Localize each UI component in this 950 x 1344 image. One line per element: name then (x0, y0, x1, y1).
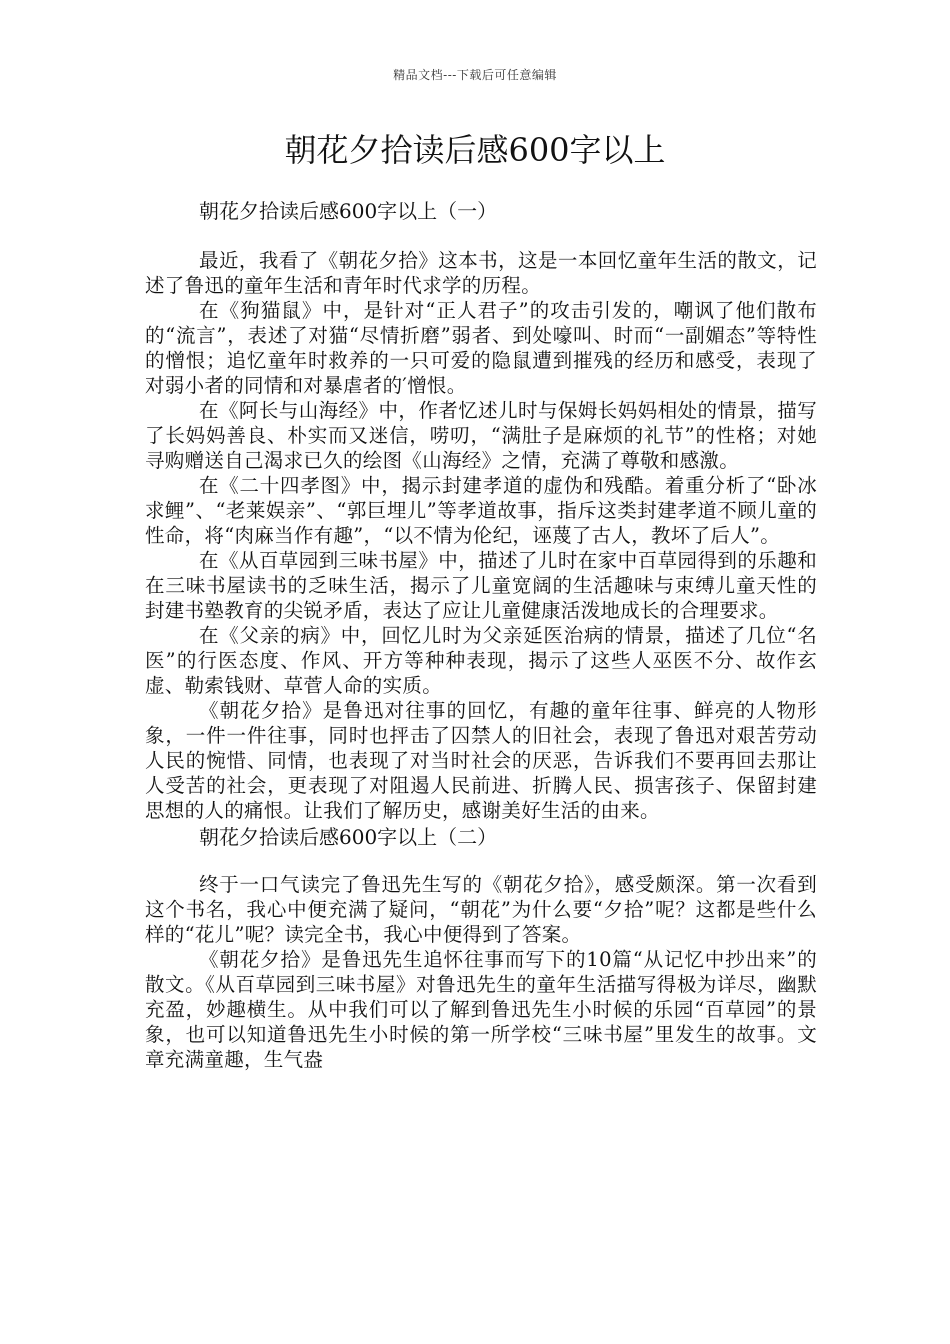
paragraph: 在《狗猫鼠》中，是针对“正人君子”的攻击引发的，嘲讽了他们散布的“流言”，表述了对猫“尽情折磨”弱者、到处嚎叫、时而“一副媚态”等特性的憎恨；追忆童年时救养的一只可爱的隐鼠遭到摧残的经历和感受，表现了对弱小者的同情和对暴虐者的′憎恨。 (145, 299, 817, 397)
header-note: 精品文档---下载后可任意编辑 (393, 68, 557, 82)
document-body (145, 197, 817, 1072)
paragraph: 最近，我看了《朝花夕拾》这本书，这是一本回忆童年生活的散文，记述了鲁迅的童年生活和青年时代求学的历程。 (145, 249, 817, 297)
paragraph: 在《阿长与山海经》中，作者忆述儿时与保姆长妈妈相处的情景，描写了长妈妈善良、朴实而又迷信，唠叨，“满肚子是麻烦的礼节”的性格；对她寻购赠送自己渴求已久的绘图《山海经》之情，充满了尊敬和感激。 (145, 399, 817, 472)
paragraph: 在《父亲的病》中，回忆儿时为父亲延医治病的情景，描述了几位“名医”的行医态度、作风、开方等种种表现，揭示了这些人巫医不分、故作玄虚、勒索钱财、草菅人命的实质。 (145, 624, 817, 697)
paragraph: 在《从百草园到三味书屋》中，描述了儿时在家中百草园得到的乐趣和在三味书屋读书的乏味生活，揭示了儿童宽阔的生活趣味与束缚儿童天性的封建书塾教育的尖锐矛盾，表达了应让儿童健康活泼地成长的合理要求。 (145, 549, 817, 622)
paragraph: 《朝花夕拾》是鲁迅对往事的回忆，有趣的童年往事、鲜亮的人物形象，一件一件往事，同时也抨击了囚禁人的旧社会，表现了鲁迅对艰苦劳动人民的惋惜、同情，也表现了对当时社会的厌恶，告诉我们不要再回去那让人受苦的社会，更表现了对阻遏人民前进、折腾人民、损害孩子、保留封建思想的人的痛恨。让我们了解历史，感谢美好生活的由来。 (145, 699, 817, 822)
section-subtitle-2: 朝花夕拾读后感600字以上（二） (199, 825, 498, 849)
paragraph: 《朝花夕拾》是鲁迅先生追怀往事而写下的10篇“从记忆中抄出来”的散文。《从百草园到三味书屋》对鲁迅先生的童年生活描写得极为详尽，幽默充盈，妙趣横生。从中我们可以了解到鲁迅先生小时候的乐园“百草园”的景象，也可以知道鲁迅先生小时候的第一所学校“三味书屋”里发生的故事。文章充满童趣，生气盎 (145, 948, 817, 1071)
paragraph: 终于一口气读完了鲁迅先生写的《朝花夕拾》，感受颇深。第一次看到这个书名，我心中便充满了疑问，“朝花”为什么要“夕拾”呢？这都是些什么样的“花儿”呢？读完全书，我心中便得到了答案。 (145, 873, 817, 946)
paragraph: 在《二十四孝图》中，揭示封建孝道的虚伪和残酷。着重分析了“卧冰求鲤”、“老莱娱亲”、“郭巨埋儿”等孝道故事，指斥这类封建孝道不顾儿童的性命，将“肉麻当作有趣”，“以不情为伦纪，诬蔑了古人，教坏了后人”。 (145, 474, 817, 547)
document-title: 朝花夕拾读后感600字以上 (284, 131, 666, 169)
section-subtitle-1: 朝花夕拾读后感600字以上（一） (199, 199, 498, 223)
